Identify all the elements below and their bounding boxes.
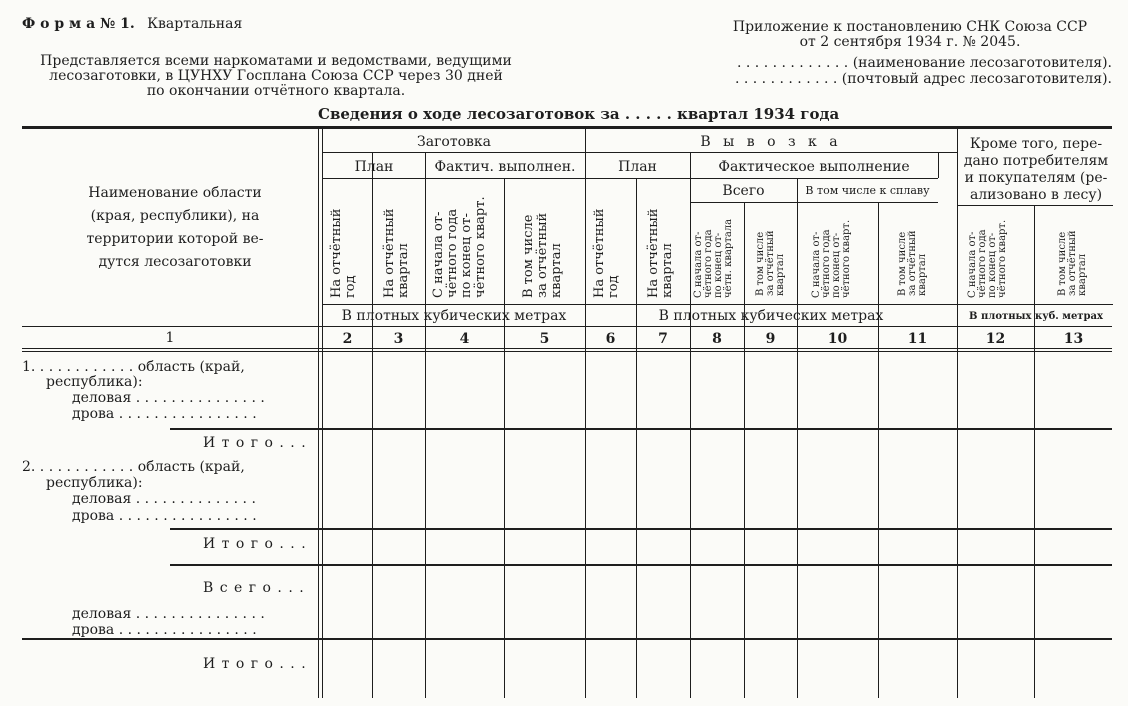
document-title: Сведения о ходе лесозаготовок за . . . . . квартал 1934 года [318, 105, 840, 123]
col9-header [756, 231, 786, 297]
col12-header [968, 220, 1008, 298]
col12-header-line: С начала от- [967, 231, 978, 298]
submission-note [20, 54, 532, 99]
col-number-3: 3 [393, 331, 404, 347]
group-zagotovka: Заготовка [417, 134, 491, 150]
col-number-12: 12 [985, 331, 1006, 347]
group-krome-line: Кроме того, пере- [969, 136, 1103, 152]
col8-header [694, 219, 734, 298]
row-region-2-itogo: И т о г о . . . [203, 536, 307, 552]
appendix-line-1: Приложение к постановлению СНК Союза ССР [732, 19, 1088, 35]
group-krome [957, 136, 1115, 204]
col10-header-line: по конец от- [831, 232, 842, 298]
row-region-2-drova: дрова . . . . . . . . . . . . . . . . [72, 508, 257, 524]
col13-header [1058, 231, 1088, 297]
col12-header-line: чётного кварт. [997, 219, 1008, 298]
col1-header-line: дутся лесозаготовки [98, 254, 252, 270]
col-number-1: 1 [165, 330, 175, 346]
group-krome-line: дано потребителям [963, 153, 1109, 169]
plan-header: План [354, 159, 394, 175]
col13-header-line: В том числе [1057, 231, 1068, 296]
col4-header-line: по конец от- [459, 213, 474, 298]
col2-header-line: На отчётный [329, 208, 344, 298]
col3-header [383, 209, 411, 298]
group-vyvozka: В ы в о з к а [700, 134, 842, 150]
col4-header-line: С начала от- [431, 211, 446, 298]
row-region-2-sub: республика): [46, 475, 143, 491]
row-region-1-title: 1. . . . . . . . . . . . область (край, [22, 359, 245, 375]
col4-header [432, 196, 488, 298]
col12-header-line: по конец от- [987, 232, 998, 298]
col11-header-line: за отчётный [907, 230, 918, 296]
col-number-10: 10 [827, 331, 848, 347]
row-total-vsego: В с е г о . . . [203, 580, 305, 596]
col5-header-line: квартал [549, 243, 564, 298]
col3-header-line: На отчётный [382, 208, 397, 298]
col9-header-line: В том числе [755, 231, 766, 296]
fact-header: Фактич. выполнен. [434, 159, 576, 175]
col10-header-line: чётного года [821, 229, 832, 298]
col8-header-line: С начала от- [693, 231, 704, 298]
col7-header-line: На отчётный [646, 208, 661, 298]
row-total-drova: дрова . . . . . . . . . . . . . . . . [72, 622, 257, 638]
row-region-2-delovaya: деловая . . . . . . . . . . . . . . [72, 491, 256, 507]
organization-address-field: . . . . . . . . . . . . (почтовый адрес лесозаготовителя). [734, 71, 1112, 87]
col-number-11: 11 [907, 331, 928, 347]
row-region-2-title: 2. . . . . . . . . . . . область (край, [22, 459, 245, 475]
col1-header-line: территории которой ве- [86, 231, 264, 247]
col8-header-line: чётн. квартала [723, 218, 734, 298]
form-title [22, 17, 242, 32]
form-period: Квартальная [147, 16, 243, 32]
col6-header [593, 209, 621, 298]
col3-header-line: квартал [396, 243, 411, 298]
submission-line-2: лесозаготовки, в ЦУНХУ Госплана Союза ССР через 30 дней [49, 68, 503, 84]
fact-full-header: Фактическое выполнение [718, 159, 910, 175]
appendix-line-2: от 2 сентября 1934 г. № 2045. [799, 34, 1021, 50]
col9-header-line: квартал [775, 253, 786, 296]
col5-header [522, 213, 564, 298]
col13-header-line: за отчётный [1067, 230, 1078, 296]
col-number-8: 8 [712, 331, 722, 347]
row-total-delovaya: деловая . . . . . . . . . . . . . . . [72, 606, 265, 622]
row-region-1-itogo: И т о г о . . . [203, 435, 307, 451]
total-header: Всего [722, 183, 765, 199]
col8-header-line: чётного года [703, 229, 714, 298]
col1-header [40, 182, 310, 274]
form-number: Ф о р м а № 1. [22, 16, 135, 32]
col13-header-line: квартал [1077, 253, 1088, 296]
col10-header [812, 220, 852, 298]
col10-header-line: чётного кварт. [841, 219, 852, 298]
col8-header-line: по конец от- [713, 232, 724, 298]
col-number-6: 6 [605, 331, 616, 347]
plan2-header: План [618, 159, 657, 175]
col5-header-line: В том числе [521, 214, 536, 298]
col9-header-line: за отчётный [765, 230, 776, 296]
col6-header-line: год [606, 275, 621, 298]
col-number-2: 2 [342, 331, 353, 347]
units-krome: В плотных куб. метрах [969, 311, 1103, 322]
units-zagotovka: В плотных кубических метрах [341, 308, 567, 324]
col4-header-line: чётного года [445, 208, 460, 298]
col7-header-line: квартал [660, 243, 675, 298]
col-number-4: 4 [459, 331, 470, 347]
col6-header-line: На отчётный [592, 208, 607, 298]
organization-name-field: . . . . . . . . . . . . . (наименование лесозаготовителя). [737, 55, 1112, 71]
col10-header-line: С начала от- [811, 231, 822, 298]
appendix-note [700, 20, 1120, 50]
col1-header-line: (края, республики), на [90, 208, 260, 224]
col1-header-line: Наименование области [88, 185, 262, 201]
group-krome-line: ализовано в лесу) [969, 187, 1103, 203]
col2-header [330, 209, 358, 298]
col11-header-line: квартал [917, 253, 928, 296]
row-total-itogo: И т о г о . . . [203, 656, 307, 672]
col5-header-line: за отчётный [535, 212, 550, 298]
col11-header [898, 231, 928, 297]
group-krome-line: и покупателям (ре- [964, 170, 1108, 186]
col7-header [647, 209, 675, 298]
col11-header-line: В том числе [897, 231, 908, 296]
col4-header-line: чётного кварт. [473, 196, 488, 298]
col-number-13: 13 [1063, 331, 1084, 347]
rafting-header: В том числе к сплаву [805, 184, 930, 197]
row-region-1-delovaya: деловая . . . . . . . . . . . . . . . [72, 390, 265, 406]
col-number-5: 5 [539, 331, 550, 347]
row-region-1-sub: республика): [46, 374, 143, 390]
units-vyvozka: В плотных кубических метрах [658, 308, 884, 324]
col-number-7: 7 [658, 331, 668, 347]
col-number-9: 9 [765, 331, 776, 347]
col2-header-line: год [343, 275, 358, 298]
submission-line-1: Представляется всеми наркоматами и ведомствами, ведущими [40, 53, 512, 69]
submission-line-3: по окончании отчётного квартала. [146, 83, 406, 99]
row-region-1-drova: дрова . . . . . . . . . . . . . . . . [72, 406, 257, 422]
col12-header-line: чётного года [977, 229, 988, 298]
